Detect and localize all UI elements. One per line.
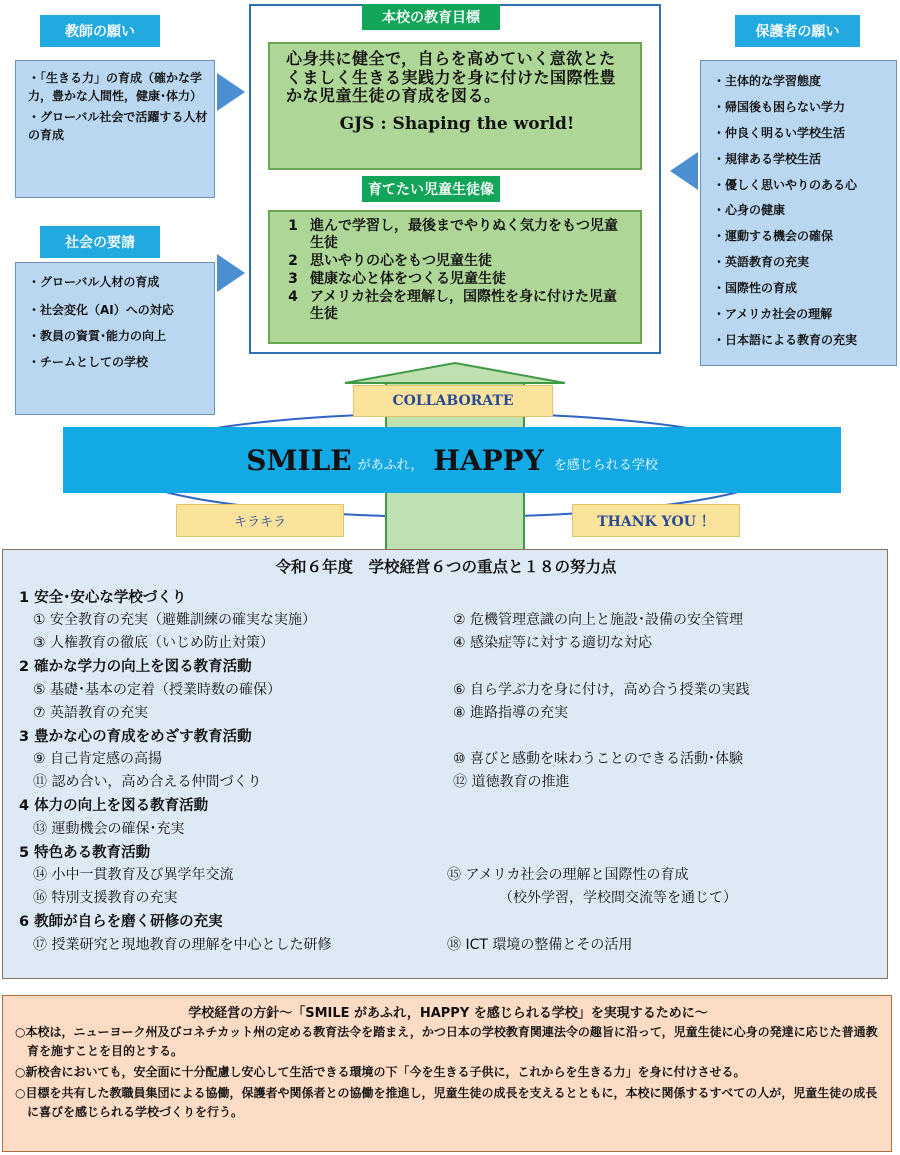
parent-wish-item: ・アメリカ社会の理解	[713, 307, 833, 322]
teacher-wish-item: ・グローバル社会で活躍する人材の育成	[28, 110, 208, 142]
plan-item: ⑫ 道徳教育の推進	[453, 774, 570, 790]
ideal-item	[282, 271, 628, 288]
policy-item: ○本校は，ニューヨーク州及びコネチカット州の定める教育法令を踏まえ，かつ日本の学校教育関連法令の趣旨に沿って，児童生徒に心身の発達に応じた普通教育を施すことを目的とする。	[15, 1025, 878, 1058]
parent-wish-item: ・国際性の育成	[713, 281, 798, 296]
plan-item: ⑰ 授業研究と現地教育の理解を中心とした研修	[33, 937, 332, 953]
plan-section-head: 3 豊かな心の育成をめざす教育活動	[19, 729, 252, 745]
parent-wish-item: ・規律ある学校生活	[713, 151, 822, 166]
plan-item: ⑥ 自ら学ぶ力を身に付け，高め合う授業の実践	[453, 682, 750, 698]
plan-title: 令和６年度 学校経営６つの重点と１８の努力点	[275, 558, 617, 576]
policy-list	[15, 1023, 885, 1122]
ideal-title: 育てたい児童生徒像	[362, 176, 500, 202]
plan-item: ⑬ 運動機会の確保･充実	[33, 821, 185, 837]
plan-section-head: 5 特色ある教育活動	[19, 845, 151, 861]
ideal-text: 健康な心と体をつくる児童生徒	[310, 271, 506, 287]
ideal-num: 3	[288, 271, 298, 287]
society-demand-item: ・社会変化（AI）への対応	[28, 303, 174, 317]
ideal-num: 4	[288, 289, 298, 305]
parent-wish-item: ・仲良く明るい学校生活	[713, 125, 846, 140]
thankyou-label: THANK YOU ！	[572, 504, 740, 537]
plan-item: （校外学習，学校間交流等を通じて）	[499, 890, 737, 906]
plan-item: ② 危機管理意識の向上と施設･設備の安全管理	[453, 612, 743, 628]
society-demand-title: 社会の要請	[40, 226, 160, 258]
parent-wish-item: ・日本語による教育の充実	[713, 332, 858, 347]
ideal-text: 思いやりの心をもつ児童生徒	[310, 253, 492, 269]
society-demand-item: ・教員の資質･能力の向上	[28, 329, 167, 343]
plan-item: ⑪ 認め合い，高め合える仲間づくり	[33, 774, 262, 790]
roof-shape	[345, 363, 565, 383]
plan-section-head: 4 体力の向上を図る教育活動	[19, 798, 209, 814]
parent-wish-item: ・心身の健康	[713, 203, 786, 218]
teacher-wish-item: ・「生きる力」の育成（確かな学力，豊かな人間性，健康･体力）	[28, 71, 203, 103]
policy-title: 学校経営の方針～「SMILE があふれ，HAPPY を感じられる学校」を実現するために～	[188, 1006, 708, 1021]
banner-smile: SMILE	[246, 443, 352, 477]
plan-item: ⑯ 特別支援教育の充実	[33, 890, 178, 906]
plan-item: ⑭ 小中一貫教育及び異学年交流	[33, 867, 234, 883]
ideal-num: 1	[288, 218, 298, 234]
teacher-wish-box	[15, 60, 215, 198]
plan-box	[2, 549, 888, 979]
arrow-left-icon	[670, 152, 698, 190]
arrow-right-icon	[217, 73, 245, 111]
parent-wish-box	[700, 60, 897, 366]
banner-part1: があふれ，	[357, 457, 424, 473]
plan-item: ③ 人権教育の徹底（いじめ防止対策）	[33, 635, 274, 651]
arrow-right-icon	[217, 254, 245, 292]
parent-wish-item: ・主体的な学習態度	[713, 74, 822, 88]
parent-wish-item: ・優しく思いやりのある心	[713, 177, 858, 192]
policy-box	[2, 995, 892, 1152]
banner-happy: HAPPY	[433, 443, 544, 477]
policy-item: ○目標を共有した教職員集団による協働，保護者や関係者との協働を推進し，児童生徒の成長を支えるとともに，本校に関係するすべての人が，児童生徒の成長に喜びを感じられる学校づくりを行う。	[15, 1086, 878, 1119]
plan-section-head: 1 安全･安心な学校づくり	[19, 590, 187, 606]
policy-item: ○新校舎においても，安全面に十分配慮し安心して生活できる環境の下「今を生きる子供に，これからを生きる力」を身に付けさせる。	[15, 1065, 746, 1079]
smile-banner	[63, 427, 841, 493]
parent-wish-item: ・英語教育の充実	[713, 255, 810, 270]
society-demand-item: ・チームとしての学校	[28, 355, 149, 369]
goal-text: 心身共に健全で，自らを高めていく意欲とたくましく生きる実践力を身に付けた国際性豊かな児童生徒の育成を図る。	[286, 49, 617, 105]
plan-section-head: 6 教師が自らを磨く研修の充実	[19, 914, 223, 930]
ideal-box	[268, 210, 642, 344]
kirakira-label: キラキラ	[176, 504, 344, 537]
goal-title: 本校の教育目標	[362, 4, 500, 30]
parent-wish-item: ・帰国後も困らない学力	[713, 99, 846, 114]
plan-item: ⑤ 基礎･基本の定着（授業時数の確保）	[33, 682, 281, 698]
plan-item: ⑩ 喜びと感動を味わうことのできる活動･体験	[453, 751, 743, 767]
collaborate-label: COLLABORATE	[353, 385, 553, 417]
plan-item: ⑦ 英語教育の充実	[33, 705, 149, 721]
ideal-item	[282, 289, 628, 323]
goal-motto: GJS : Shaping the world!	[339, 113, 575, 134]
plan-section-head: 2 確かな学力の向上を図る教育活動	[19, 659, 252, 675]
ideal-item	[282, 218, 628, 252]
parent-wish-item: ・運動する機会の確保	[713, 229, 834, 244]
plan-item: ⑱ ICT 環境の整備とその活用	[447, 937, 633, 953]
plan-item: ⑨ 自己肯定感の高揚	[33, 751, 163, 767]
plan-item: ⑧ 進路指導の充実	[453, 705, 569, 721]
ideal-text: アメリカ社会を理解し，国際性を身に付けた児童生徒	[310, 289, 618, 322]
plan-item: ④ 感染症等に対する適切な対応	[453, 635, 653, 651]
banner-part2: を感じられる学校	[553, 457, 658, 473]
ideal-num: 2	[288, 253, 298, 269]
society-demand-item: ・グローバル人材の育成	[28, 275, 160, 289]
ideal-item	[282, 253, 628, 270]
plan-item: ① 安全教育の充実（避難訓練の確実な実施）	[33, 612, 316, 628]
ideal-text: 進んで学習し，最後までやりぬく気力をもつ児童生徒	[310, 218, 618, 251]
goal-box	[268, 42, 642, 170]
teacher-wish-title: 教師の願い	[40, 15, 160, 47]
plan-item: ⑮ アメリカ社会の理解と国際性の育成	[447, 867, 689, 883]
parent-wish-title: 保護者の願い	[735, 15, 860, 47]
